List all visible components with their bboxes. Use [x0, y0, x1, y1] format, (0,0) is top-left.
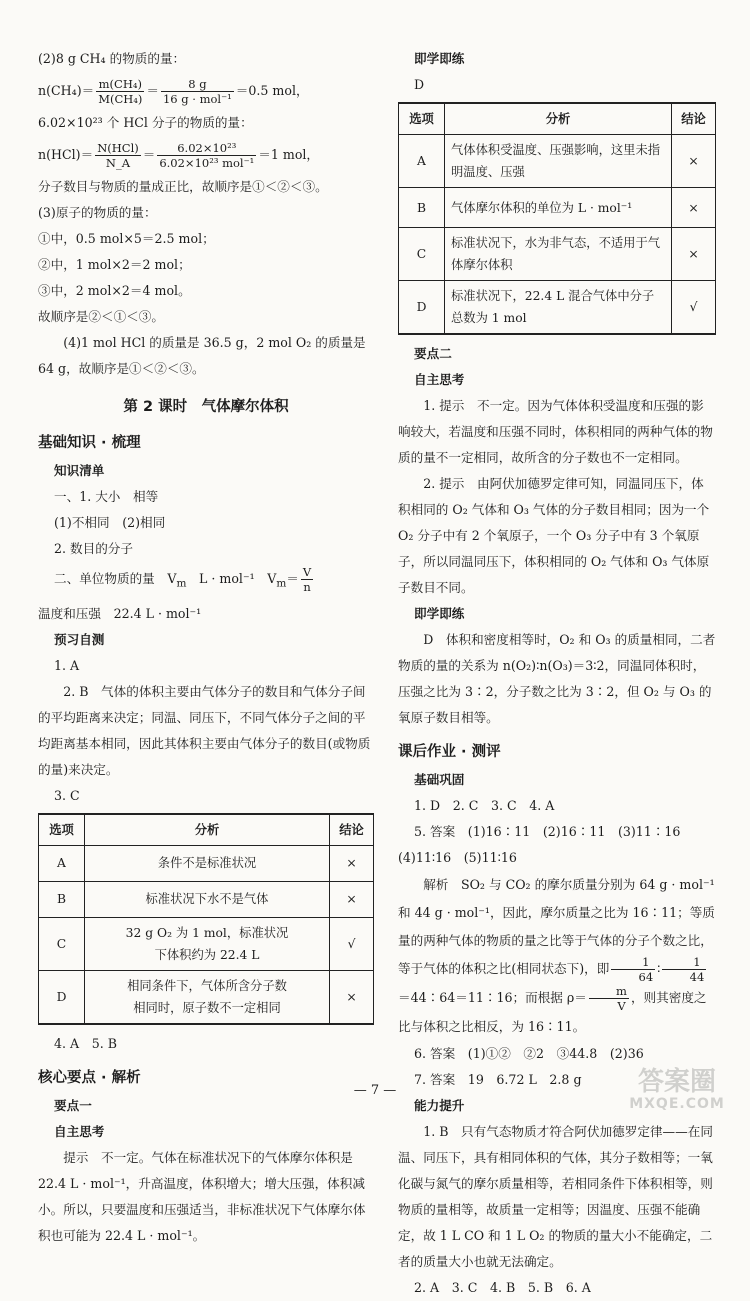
subheading: 要点一 — [54, 1097, 92, 1113]
table-row: D 标准状况下，22.4 L 混合气体中分子总数为 1 mol √ — [399, 281, 716, 335]
subheading: 即学即练 — [414, 51, 465, 66]
table-header: 选项 — [39, 814, 85, 846]
table-row: D 相同条件下，气体所含分子数相同时，原子数不一定相同 × — [39, 970, 374, 1024]
equation-ch4: n(CH₄)＝ $\frac{\text{m(CH₄)}}{\text{M(CH₄)}}$ ＝ $\frac{8 g}{\text{16 g · mol⁻¹}}$ ＝0.5 mol， — [38, 77, 309, 106]
text-line: 分子数目与物质的量成正比，故顺序是①＜②＜③。 — [38, 179, 328, 194]
text-line: 温度和压强 22.4 L · mol⁻¹ — [38, 605, 202, 621]
text-line: 1. D 2. C 3. C 4. A — [414, 798, 555, 813]
subheading: 预习自测 — [54, 631, 105, 647]
table-row: B 标准状况下水不是气体 × — [39, 881, 374, 917]
fraction: $\frac{8 g}{\text{16 g · mol⁻¹}}$ — [162, 77, 232, 106]
text-line: 1. B 只有气态物质才符合阿伏加德罗定律——在同温、同压下，具有相同体积的气体，其分子数相等；一氧化碳与氮气的摩尔质量相等，若相同条件下体积相等，则物质的量相等，故质量一定相等；因温度、压强不能确定，故 1 L CO 和 1 L O₂ 的物质的量大小不能确定，二者的质量大小也就无法确定。 — [398, 1124, 713, 1269]
fraction: $\frac{\text{6.02×10²³}}{\text{6.02×10²³ mol⁻¹}}$ — [159, 141, 255, 170]
text-line: 6.02×10²³ 个 HCl 分子的物质的量： — [38, 115, 253, 130]
text-line: (1)不相同 (2)相同 — [54, 515, 166, 530]
table-row: C 32 g O₂ 为 1 mol，标准状况下体积约为 22.4 L √ — [39, 917, 374, 970]
text-line: (3)原子的物质的量： — [38, 205, 157, 220]
text-line: 提示 不一定。气体在标准状况下的气体摩尔体积是 22.4 L · mol⁻¹，升高温度，体积增大；增大压强，体积减小。所以，只要温度和压强适当，非标准状况下气体摩尔体积也可能为 22.4 L · mol⁻¹。 — [38, 1149, 366, 1243]
text-line: ③中，2 mol×2＝4 mol。 — [38, 283, 191, 298]
fraction: $\frac{m}{V}$ — [589, 984, 629, 1013]
text-line: 7. 答案 19 6.72 L 2.8 g — [414, 1072, 582, 1087]
fraction: $\frac{1}{64}$ — [611, 955, 655, 984]
text-line: 2. 提示 由阿伏加德罗定律可知，同温同压下，体积相同的 O₂ 气体和 O₃ 气体的分子数目相同；因为一个 O₂ 分子中有 2 个氧原子，一个 O₃ 分子中有 3 个氧原子，所以同温同压下，体积相同的 O₂ 气体和 O₃ 气体原子数目不同。 — [398, 476, 710, 595]
page-number: — 7 — — [353, 1083, 397, 1098]
table-header: 结论 — [330, 814, 374, 846]
analysis-table-right — [398, 102, 716, 335]
table-header: 分析 — [85, 814, 330, 846]
text-line: 2. B 气体的体积主要由气体分子的数目和气体分子间的平均距离来决定；同温、同压下，不同气体分子之间的平均距离基本相同，因此其体积主要由气体分子的数目(或物质的量)来决定。 — [38, 683, 371, 777]
text-line: 4. A 5. B — [54, 1035, 117, 1051]
fraction: $\frac{\text{N(HCl)}}{N\_A}$ — [97, 141, 139, 170]
table-header: 结论 — [672, 103, 716, 135]
fraction: $\frac{1}{44}$ — [662, 955, 706, 984]
text-line: D 体积和密度相等时，O₂ 和 O₃ 的质量相同，二者物质的量的关系为 n(O₂)∶n(O₃)＝3∶2，同温同体积时，压强之比为 3∶2，分子数之比为 3∶2，但 O₂ 与 O₃ 的氧原子数目相等。 — [398, 632, 716, 725]
text-line: (4)1 mol HCl 的质量是 36.5 g，2 mol O₂ 的质量是 64 g，故顺序是①＜②＜③。 — [38, 335, 366, 376]
table-row: A 条件不是标准状况 × — [39, 845, 374, 881]
table-header: 分析 — [445, 103, 672, 135]
equation-hcl: n(HCl)＝ $\frac{\text{N(HCl)}}{N\_A}$ ＝ $\frac{\text{6.02×10²³}}{\text{6.02×10²³ mol⁻¹}}$ ＝1 mol， — [38, 141, 320, 170]
subheading: 自主思考 — [54, 1123, 105, 1139]
text-line: (4)11∶16 (5)11∶16 — [398, 850, 517, 865]
text-line: 一、1. 大小 相等 — [54, 489, 159, 504]
section-heading: 核心要点 · 解析 — [38, 1069, 141, 1086]
subheading: 基础巩固 — [414, 772, 465, 787]
table-header: 选项 — [399, 103, 445, 135]
text-line: 二、单位物质的量 $V_m$ L · mol⁻¹ $V_m=$ $\frac{V}{n}$ — [54, 565, 312, 594]
text-line: D — [414, 77, 425, 92]
left-column — [38, 46, 374, 1249]
subheading: 知识清单 — [54, 463, 105, 478]
lesson-title: 第 2 课时 气体摩尔体积 — [123, 399, 289, 415]
text-line: 1. 提示 不一定。因为气体体积受温度和压强的影响较大，若温度和压强不同时，体积相同的两种气体的物质的量不一定相同，故所含的分子数也不一定相同。 — [398, 398, 713, 465]
subheading: 要点二 — [414, 346, 452, 361]
table-row: C 标准状况下，水为非气态，不适用于气体摩尔体积 × — [399, 228, 716, 281]
table-row: A 气体体积受温度、压强影响，这里未指明温度、压强 × — [399, 135, 716, 188]
text-line: 2. A 3. C 4. B 5. B 6. A — [414, 1280, 591, 1295]
fraction: $\frac{V}{n}$ — [302, 565, 312, 594]
text-line: 2. 数目的分子 — [54, 541, 133, 556]
subheading: 自主思考 — [414, 372, 465, 387]
text-line: 6. 答案 (1)①② ②2 ③44.8 (2)36 — [414, 1046, 644, 1061]
text-line: ①中，0.5 mol×5＝2.5 mol； — [38, 231, 215, 246]
text-line: 1. A — [54, 657, 80, 673]
text-line: (2)8 g CH₄ 的物质的量： — [38, 51, 186, 66]
section-heading: 基础知识 · 梳理 — [38, 435, 141, 451]
text-line: 5. 答案 (1)16∶11 (2)16∶11 (3)11∶16 — [414, 824, 681, 839]
fraction: $\frac{\text{m(CH₄)}}{\text{M(CH₄)}}$ — [98, 77, 143, 106]
text-line: 3. C — [54, 787, 80, 803]
text-line: ②中，1 mol×2＝2 mol； — [38, 257, 191, 272]
watermark-logo: 答案圈 MXQE.COM — [629, 1067, 725, 1112]
text-line: 故顺序是②＜①＜③。 — [38, 309, 164, 324]
subheading: 即学即练 — [414, 606, 465, 621]
subheading: 能力提升 — [414, 1098, 465, 1113]
analysis-table-left — [38, 813, 374, 1025]
text-line: 解析 SO₂ 与 CO₂ 的摩尔质量分别为 64 g · mol⁻¹ 和 44 g · mol⁻¹，因此，摩尔质量之比为 16∶11；等质量的两种气体的物质的量之比等于气体的分子个数之比，等于气体的体积之比(相同状态下)，即 $\frac{1}{64}$ ∶ $\frac{1}{44}$ ＝44∶64＝11∶16；而根据 ρ＝ $\frac{m}{V}$ ，则其密度之比与体积之比相反，为 16∶11。 — [398, 877, 715, 1034]
table-row: B 气体摩尔体积的单位为 L · mol⁻¹ × — [399, 188, 716, 228]
section-heading: 课后作业 · 测评 — [398, 744, 501, 760]
